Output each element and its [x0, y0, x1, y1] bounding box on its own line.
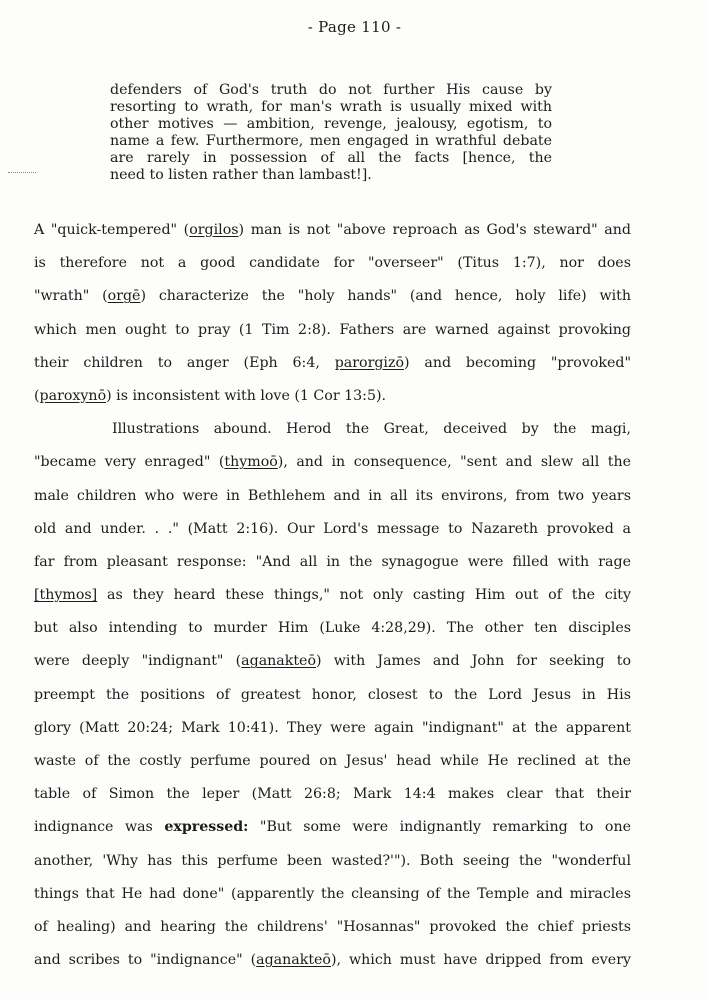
body-line: (paroxynō) is inconsistent with love (1 Cor 13:5).	[34, 387, 387, 404]
greek-term: orgilos	[189, 222, 239, 238]
body-line: were deeply "indignant" (aganakteō) with James and John for seeking to	[34, 653, 631, 670]
body-line: A "quick-tempered" (orgilos) man is not "above reproach as God's steward" and	[34, 222, 631, 238]
emphasis: expressed:	[164, 819, 249, 836]
body-line: indignance was expressed: "But some were indignantly remarking to one	[34, 819, 632, 836]
body-line: table of Simon the leper (Matt 26:8; Mark 14:4 makes clear that their	[34, 786, 631, 803]
body-line: and scribes to "indignance" (aganakteō), which must have dripped from every	[34, 952, 631, 969]
body-line: [thymos] as they heard these things," not only casting Him out of the city	[34, 587, 631, 604]
body-line: is therefore not a good candidate for "overseer" (Titus 1:7), nor does	[34, 255, 631, 272]
greek-term: aganakteō	[241, 653, 316, 670]
greek-term: [thymos]	[34, 587, 98, 604]
body-line: which men ought to pray (1 Tim 2:8). Fathers are warned against provoking	[34, 321, 631, 338]
quote-line: other motives — ambition, revenge, jealousy, egotism, to	[110, 116, 552, 132]
body-line: old and under. . ." (Matt 2:16). Our Lord's message to Nazareth provoked a	[34, 520, 631, 537]
body-line: preempt the positions of greatest honor, closest to the Lord Jesus in His	[34, 686, 631, 703]
paragraph-start: Illustrations abound. Herod the Great, deceived by the magi,	[112, 421, 631, 438]
body-line: of healing) and hearing the childrens' "Hosannas" provoked the chief priests	[34, 918, 631, 935]
quote-line: resorting to wrath, for man's wrath is usually mixed with	[110, 99, 552, 115]
body-line: far from pleasant response: "And all in the synagogue were filled with rage	[34, 553, 631, 570]
body-text	[34, 214, 631, 977]
margin-mark	[8, 172, 36, 175]
body-line: male children who were in Bethlehem and in all its environs, from two years	[34, 487, 631, 504]
page-number: - Page 110 -	[307, 18, 402, 36]
body-line: another, 'Why has this perfume been wasted?'"). Both seeing the "wonderful	[34, 852, 631, 869]
body-line: things that He had done" (apparently the cleansing of the Temple and miracles	[34, 885, 631, 902]
greek-term: parorgizō	[334, 354, 404, 371]
body-line: waste of the costly perfume poured on Jesus' head while He reclined at the	[34, 753, 631, 769]
block-quote	[110, 82, 552, 184]
greek-term: thymoō	[224, 454, 278, 471]
greek-term: paroxynō	[39, 387, 107, 404]
quote-line: name a few. Furthermore, men engaged in wrathful debate	[110, 133, 552, 149]
quote-line: need to listen rather than lambast!].	[110, 167, 372, 183]
body-line: "became very enraged" (thymoō), and in consequence, "sent and slew all the	[34, 454, 631, 471]
body-line: glory (Matt 20:24; Mark 10:41). They were again "indignant" at the apparent	[34, 719, 631, 736]
greek-term: orgē	[107, 288, 141, 305]
quote-line: are rarely in possession of all the facts [hence, the	[110, 150, 552, 166]
body-line: "wrath" (orgē) characterize the "holy hands" (and hence, holy life) with	[34, 288, 631, 305]
body-line: but also intending to murder Him (Luke 4:28,29). The other ten disciples	[34, 620, 631, 637]
body-line: their children to anger (Eph 6:4, parorgizō) and becoming "provoked"	[34, 354, 631, 371]
quote-line: defenders of God's truth do not further His cause by	[110, 82, 552, 98]
greek-term: aganakteō	[256, 952, 331, 969]
